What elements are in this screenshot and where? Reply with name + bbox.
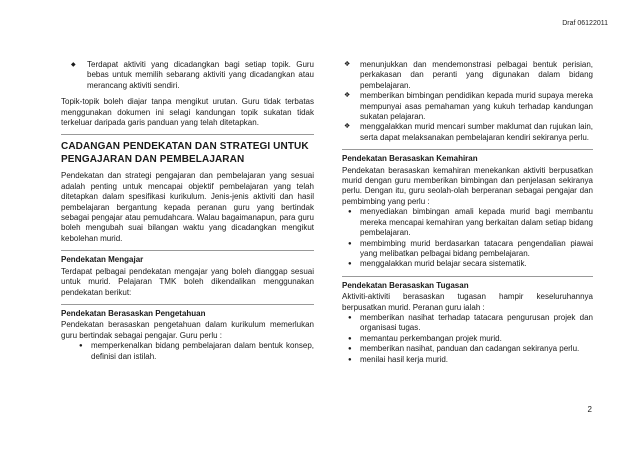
paragraph: Pendekatan berasaskan kemahiran menekankan aktiviti berpusatkan murid dengan guru memberikan bimbingan dan penjelasan sekiranya perlu. Dengan itu, guru seolah-olah berperanan sebagai pengajar dan pembimbing yang perlu : bbox=[342, 165, 593, 206]
divider bbox=[61, 304, 314, 305]
divider bbox=[61, 134, 314, 135]
right-top-list bbox=[342, 60, 593, 143]
list-item: ❖ menunjukkan dan mendemonstrasi pelbagai bentuk perisian, perkakasan dan peranti yang digunakan dalam bidang pembelajaran. bbox=[342, 60, 593, 91]
left-column bbox=[61, 60, 314, 368]
list-item: ◆ Terdapat aktiviti yang dicadangkan bagi setiap topik. Guru bebas untuk memilih sebarang aktiviti yang dicadangkan atau merancang aktiviti sendiri. bbox=[66, 60, 314, 91]
list-item: ● menilai hasil kerja murid. bbox=[342, 355, 593, 365]
list-item: ● memperkenalkan bidang pembelajaran dalam bentuk konsep, definisi dan istilah. bbox=[61, 341, 314, 362]
list-item: ● memantau perkembangan projek murid. bbox=[342, 334, 593, 344]
tugasan-list bbox=[342, 313, 593, 365]
list-item: ● menggalakkan murid belajar secara sistematik. bbox=[342, 259, 593, 269]
list-item: ❖ memberikan bimbingan pendidikan kepada murid supaya mereka mempunyai asas pemahaman yang kukuh terhadap kandungan sukatan pelajaran. bbox=[342, 91, 593, 122]
section-title: CADANGAN PENDEKATAN DAN STRATEGI UNTUK PENGAJARAN DAN PEMBELAJARAN bbox=[61, 141, 309, 165]
kemahiran-list bbox=[342, 207, 593, 269]
right-column bbox=[342, 60, 593, 371]
divider bbox=[342, 276, 593, 277]
list-item: ● memberikan nasihat terhadap tatacara pengurusan projek dan organisasi tugas. bbox=[342, 313, 593, 334]
left-top-list bbox=[61, 60, 314, 91]
paragraph: Pendekatan berasaskan pengetahuan dalam kurikulum memerlukan guru bertindak sebagai pengajar. Guru perlu : bbox=[61, 320, 314, 340]
subheading: Pendekatan Berasaskan Pengetahuan bbox=[61, 308, 206, 318]
paragraph: Topik-topik boleh diajar tanpa mengikut urutan. Guru tidak terbatas menggunakan dokumen ini selagi kandungan topik sukatan tidak terkeluar daripada garis panduan yang telah ditetapkan. bbox=[61, 97, 314, 128]
list-item: ● menyediakan bimbingan amali kepada murid bagi membantu mereka mencapai kemahiran yang berkaitan dalam setiap bidang pembelajaran. bbox=[342, 207, 593, 238]
paragraph: Pendekatan dan strategi pengajaran dan pembelajaran yang sesuai adalah penting untuk mencapai objektif pembelajaran yang telah ditetapkan dalam spesifikasi kurikulum. Jenis-jenis aktiviti dan hasil pembelajaran bergantung kepada peranan guru yang bertindak sebagai pengajar atau pemudahcara. Walau bagaimanapun, para guru boleh mengubah suai bilangan waktu yang dicadangkan mengikut kebolehan murid. bbox=[61, 171, 314, 243]
list-item: ❖ menggalakkan murid mencari sumber maklumat dan rujukan lain, serta dapat melaksanakan pembelajaran kendiri sekiranya perlu. bbox=[342, 122, 593, 143]
divider bbox=[342, 149, 593, 150]
paragraph: Terdapat pelbagai pendekatan mengajar yang boleh dianggap sesuai untuk murid. Pelajaran TMK boleh dikendalikan menggunakan pendekatan berikut: bbox=[61, 266, 314, 297]
divider bbox=[61, 250, 314, 251]
page-number: 2 bbox=[587, 405, 592, 414]
subheading: Pendekatan Mengajar bbox=[61, 255, 144, 265]
subheading: Pendekatan Berasaskan Kemahiran bbox=[342, 154, 478, 164]
subheading: Pendekatan Berasaskan Tugasan bbox=[342, 280, 469, 290]
paragraph: Aktiviti-aktiviti berasaskan tugasan hampir keseluruhannya berpusatkan murid. Peranan guru ialah : bbox=[342, 292, 593, 312]
list-item: ● membimbing murid berdasarkan tatacara pengendalian piawai yang melibatkan pelbagai bidang pembelajaran. bbox=[342, 239, 593, 260]
pengetahuan-list bbox=[61, 341, 314, 362]
list-item: ● memberikan nasihat, panduan dan cadangan sekiranya perlu. bbox=[342, 344, 593, 354]
draft-label: Draf 06122011 bbox=[562, 20, 608, 27]
